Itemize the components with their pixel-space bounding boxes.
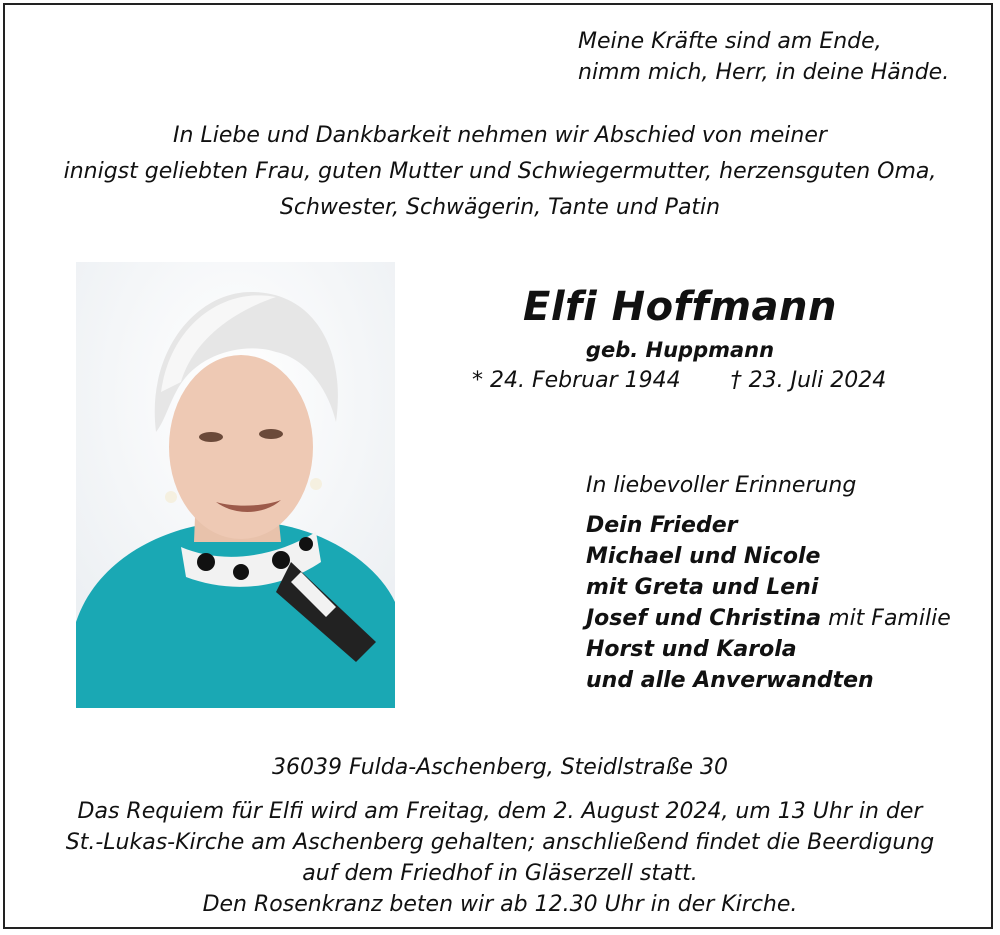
intro-line: innigst geliebten Frau, guten Mutter und Schwiegermutter, herzensguten Oma, [63,159,937,184]
address: 36039 Fulda-Aschenberg, Steidlstraße 30 [271,755,729,780]
motto-verse [578,26,949,88]
memory-line: In liebevoller Erinnerung [586,473,857,498]
intro-line: Schwester, Schwägerin, Tante und Patin [279,195,721,220]
requiem-line: Das Requiem für Elfi wird am Freitag, dem 2. August 2024, um 13 Uhr in der [77,799,923,824]
intro-line: In Liebe und Dankbarkeit nehmen wir Abschied von meiner [173,123,827,148]
mourner-entry: Michael und Nicole [586,544,821,569]
life-dates [472,368,886,393]
death-date: † 23. Juli 2024 [730,368,887,393]
mourner-entry: Horst und Karola [586,637,797,662]
portrait-photo [76,262,395,708]
mourner-entry: Josef und Christina mit Familie [586,606,951,631]
requiem-text [0,796,1000,920]
birth-name: geb. Huppmann [585,338,775,362]
intro-text [0,118,1000,226]
mourners-list [586,510,951,696]
deceased-name: Elfi Hoffmann [523,284,837,330]
motto-line: Meine Kräfte sind am Ende, [578,29,882,54]
mourner-entry: mit Greta und Leni [586,575,819,600]
mourner-entry: und alle Anverwandten [586,668,874,693]
portrait-illustration [76,262,395,708]
requiem-line: auf dem Friedhof in Gläserzell statt. [302,861,698,886]
motto-line: nimm mich, Herr, in deine Hände. [578,60,950,85]
mourner-entry: Dein Frieder [586,513,738,538]
requiem-line: St.-Lukas-Kirche am Aschenberg gehalten; anschließend findet die Beerdigung [65,830,935,855]
requiem-line: Den Rosenkranz beten wir ab 12.30 Uhr in der Kirche. [202,892,798,917]
birth-date: * 24. Februar 1944 [472,368,681,393]
